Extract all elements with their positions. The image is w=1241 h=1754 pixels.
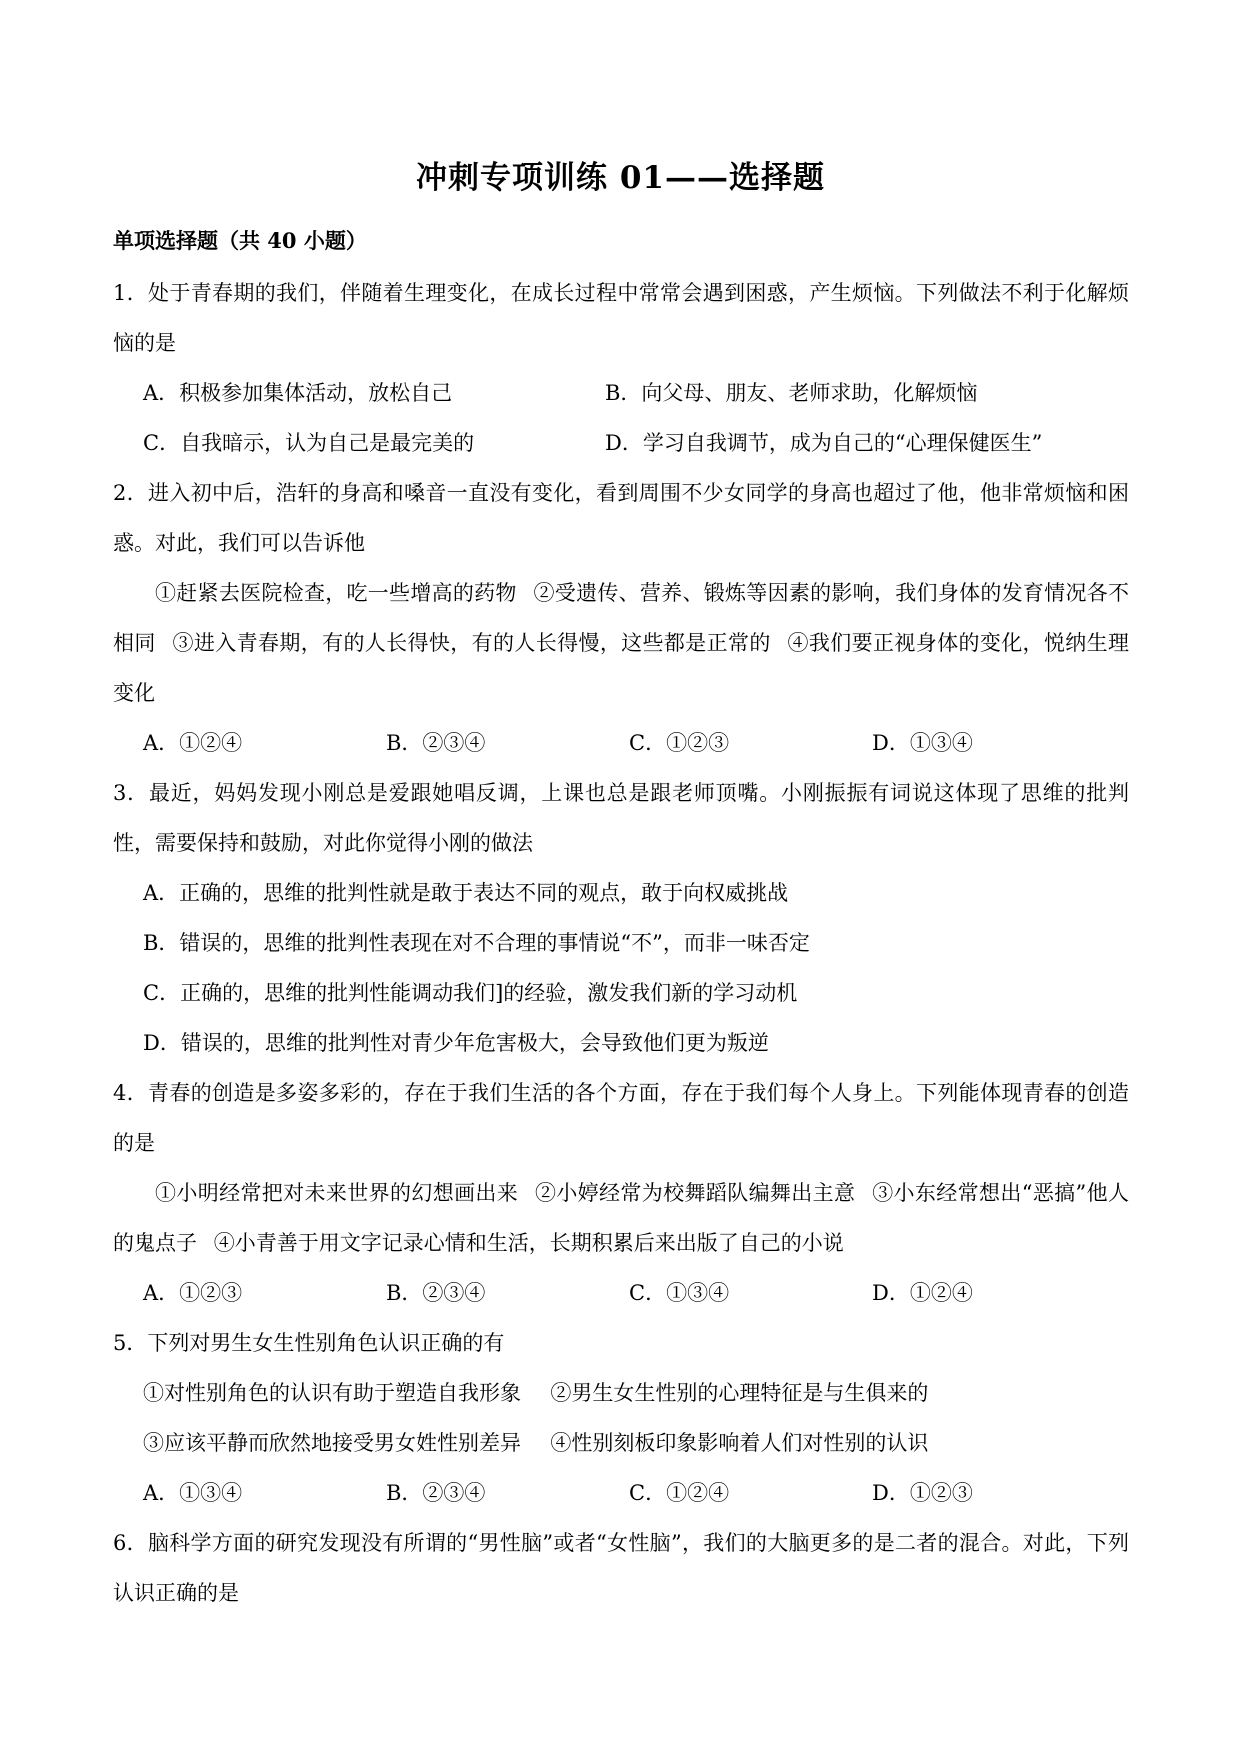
statement-2: ②男生女生性别的心理特征是与生俱来的: [550, 1381, 929, 1405]
options-row: [113, 418, 1129, 468]
statement-4: ④性别刻板印象影响着人们对性别的认识: [550, 1431, 929, 1455]
option-c[interactable]: C．自我暗示，认为自己是最完美的: [143, 431, 475, 455]
question-stem: 6．脑科学方面的研究发现没有所谓的“男性脑”或者“女性脑”，我们的大脑更多的是二者的混合。对此，下列认识正确的是: [113, 1531, 1129, 1605]
statement-4: ④我们要正视身体的变化，悦纳生理变化: [113, 631, 1130, 705]
statement-list: [113, 568, 1129, 718]
option-b[interactable]: B．错误的，思维的批判性表现在对不合理的事情说“不”，而非一味否定: [143, 931, 810, 955]
question-stem: 5．下列对男生女生性别角色认识正确的有: [113, 1331, 505, 1355]
options-row: [113, 1268, 1129, 1318]
question-stem: 2．进入初中后，浩轩的身高和嗓音一直没有变化，看到周围不少女同学的身高也超过了他，他非常烦恼和困惑。对此，我们可以告诉他: [113, 481, 1129, 555]
question-3: [113, 768, 1129, 1068]
statement-3: ③应该平静而欣然地接受男女姓性别差异: [143, 1431, 521, 1455]
statement-3: ③小东经常想出“恶搞”他人的鬼点子: [113, 1181, 1130, 1255]
statement-4: ④小青善于用文字记录心情和生活，长期积累后来出版了自己的小说: [213, 1231, 844, 1255]
option-d[interactable]: D．错误的，思维的批判性对青少年危害极大，会导致他们更为叛逆: [143, 1031, 769, 1055]
option-a[interactable]: A．积极参加集体活动，放松自己: [143, 381, 453, 405]
option-c[interactable]: C．①②③: [629, 731, 730, 755]
question-6: [113, 1518, 1129, 1618]
statement-2: ②小婷经常为校舞蹈队编舞出主意: [534, 1181, 856, 1205]
statement-row: [113, 1418, 1129, 1468]
question-stem: 3．最近，妈妈发现小刚总是爱跟她唱反调，上课也总是跟老师顶嘴。小刚振振有词说这体现了思维的批判性，需要保持和鼓励，对此你觉得小刚的做法: [113, 781, 1129, 855]
option-d[interactable]: D．学习自我调节，成为自己的“心理保健医生”: [605, 431, 1043, 455]
statement-2: ②受遗传、营养、锻炼等因素的影响，我们身体的发育情况各不相同: [113, 581, 1130, 655]
option-b[interactable]: B．②③④: [386, 731, 486, 755]
option-a[interactable]: A．①②③: [143, 1281, 243, 1305]
options-row: [113, 718, 1129, 768]
options-row: [113, 368, 1129, 418]
option-d[interactable]: D．①③④: [872, 731, 973, 755]
page-title: 冲刺专项训练 01——选择题: [416, 160, 825, 196]
statement-3: ③进入青春期，有的人长得快，有的人长得慢，这些都是正常的: [172, 631, 771, 655]
section-heading: 单项选择题（共 40 小题）: [113, 228, 367, 253]
option-b[interactable]: B．②③④: [386, 1281, 486, 1305]
option-b[interactable]: B．向父母、朋友、老师求助，化解烦恼: [605, 381, 978, 405]
option-a[interactable]: A．①③④: [143, 1481, 243, 1505]
question-stem: 1．处于青春期的我们，伴随着生理变化，在成长过程中常常会遇到困惑，产生烦恼。下列做法不利于化解烦恼的是: [113, 281, 1129, 355]
question-stem: 4．青春的创造是多姿多彩的，存在于我们生活的各个方面，存在于我们每个人身上。下列能体现青春的创造的是: [113, 1081, 1129, 1155]
option-c[interactable]: C．①③④: [629, 1281, 730, 1305]
option-c[interactable]: C．①②④: [629, 1481, 730, 1505]
statement-list: [113, 1168, 1129, 1268]
option-c[interactable]: C．正确的，思维的批判性能调动我们]的经验，激发我们新的学习动机: [143, 981, 798, 1005]
statement-1: ①赶紧去医院检查，吃一些增高的药物: [155, 581, 517, 605]
question-1: [113, 268, 1129, 468]
option-b[interactable]: B．②③④: [386, 1481, 486, 1505]
option-d[interactable]: D．①②④: [872, 1281, 973, 1305]
question-5: [113, 1318, 1129, 1518]
question-list: [113, 268, 1129, 1618]
option-a[interactable]: A．正确的，思维的批判性就是敢于表达不同的观点，敢于向权威挑战: [143, 881, 789, 905]
statement-row: [113, 1368, 1129, 1418]
statement-1: ①对性别角色的认识有助于塑造自我形象: [143, 1381, 521, 1405]
statement-1: ①小明经常把对未来世界的幻想画出来: [155, 1181, 519, 1205]
option-d[interactable]: D．①②③: [872, 1481, 973, 1505]
option-a[interactable]: A．①②④: [143, 731, 243, 755]
options-row: [113, 1468, 1129, 1518]
question-4: [113, 1068, 1129, 1318]
question-2: [113, 468, 1129, 768]
